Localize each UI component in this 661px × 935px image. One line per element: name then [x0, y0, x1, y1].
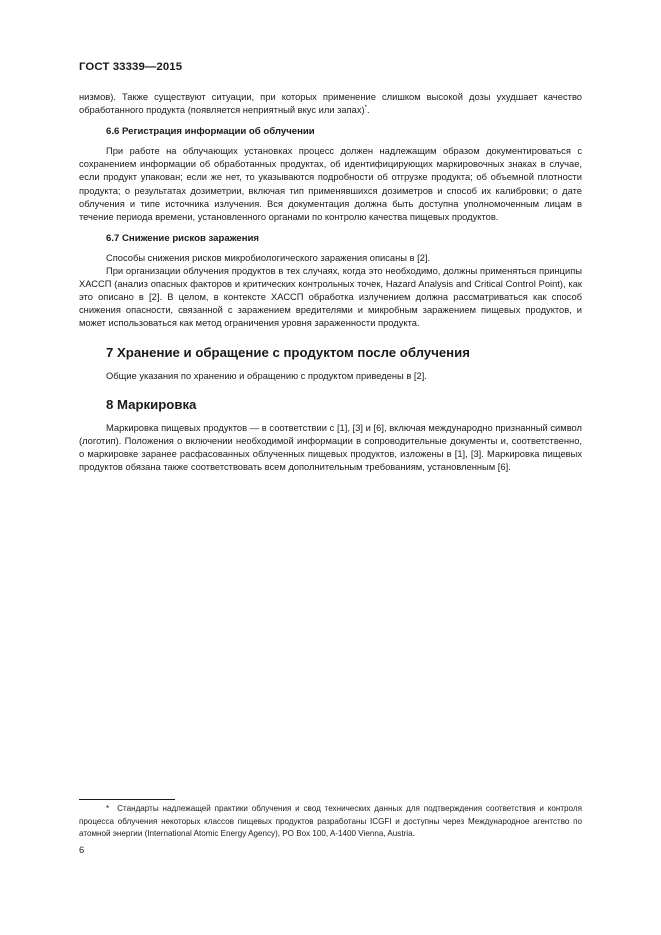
section-8-heading: 8 Маркировка	[106, 396, 197, 412]
footnote-text: Стандарты надлежащей практики облучения и свод технических данных для подтверждения соответствия и контроля процесса облучения некоторых классов пищевых продуктов разработаны ICGFI и доступны через Международное агентство по атомной энергии (International Atomic Energy Agency), PO Box 100, A-1400 Vienna, Austria.	[79, 804, 582, 838]
section-6-6-heading: 6.6 Регистрация информации об облучении	[106, 126, 315, 138]
section-6-7-paragraph-2: При организации облучения продуктов в тех случаях, когда это необходимо, должны применяться принципы ХАССП (анализ опасных факторов и критических контрольных точек, Hazard Analysis and Critical Control Point), как это описано в [2]. В целом, в контексте ХАССП обработка излучением должна рассматриваться как способ снижения опасности, связанной с заражением вредителями и микробным заражением пищевых продуктов, и может использоваться как метод ограничения уровня зараженности продукта.	[79, 266, 582, 329]
footnote-divider	[79, 799, 175, 800]
paragraph-intro: низмов). Также существуют ситуации, при которых применение слишком высокой дозы ухудшает качество обработанного продукта (появляется неприятный вкус или запах)*.	[79, 92, 582, 116]
footnote-mark: *	[106, 804, 110, 813]
section-6-6-paragraph: При работе на облучающих установках процесс должен надлежащим образом документироваться с сохранением информации об обработанных продуктах, об идентифицирующих маркировочных знаках в случае, если продукт упакован; если же нет, то указываются подробности об отгрузке продукта; об объемной плотности продукта; о результатах дозиметрии, включая тип применявшихся дозиметров и способ их калибровки; о дате облучения и типе источника излучения. Вся документация должна быть доступна уполномоченным лицам в течение периода времени, установленного органами по контролю качества пищевых продуктов.	[79, 146, 582, 222]
section-6-7-heading: 6.7 Снижение рисков заражения	[106, 232, 259, 244]
section-6-7-paragraph-1: Способы снижения рисков микробиологического заражения описаны в [2].	[106, 252, 431, 263]
page-number: 6	[79, 844, 85, 855]
document-body	[79, 91, 582, 474]
section-8-paragraph: Маркировка пищевых продуктов — в соответствии с [1], [3] и [6], включая международно признанный символ (логотип). Положения о включении необходимой информации в сопроводительные документы и, соответственно, о маркировке заранее расфасованных облученных пищевых продуктов, изложены в [1], [3]. Маркировка пищевых продуктов обязана также соответствовать всем дополнительным требованиям, установленным [6].	[79, 422, 582, 472]
footnote-reference[interactable]: *	[364, 104, 367, 111]
footnote	[79, 803, 582, 841]
document-header: ГОСТ 33339—2015	[79, 61, 183, 73]
section-7-heading: 7 Хранение и обращение с продуктом после облучения	[106, 344, 470, 360]
section-7-paragraph: Общие указания по хранению и обращению с продуктом приведены в [2].	[106, 370, 427, 381]
